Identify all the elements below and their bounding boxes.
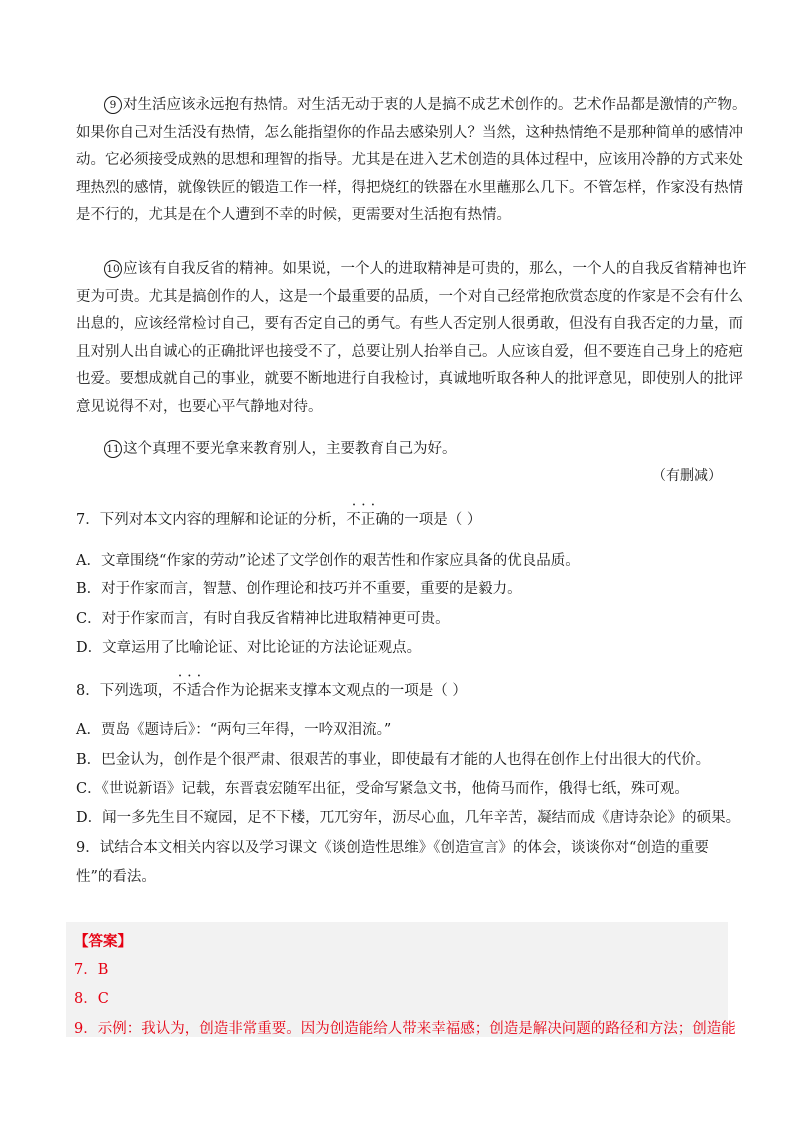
question-7-option-b: B．对于作家而言，智慧、创作理论和技巧并不重要，重要的是毅力。 bbox=[76, 581, 522, 597]
paragraph-line: 动。它必须接受成熟的思想和理智的指导。尤其是在进入艺术创造的具体过程中，应该用冷静的方式来处 bbox=[76, 152, 743, 168]
source-note: （有删减） bbox=[652, 468, 722, 484]
paragraph-line: 如果你自己对生活没有热情，怎么能指望你的作品去感染别人？当然，这种热情绝不是那种简单的感情冲 bbox=[76, 124, 743, 141]
question-8-option-b: B．巴金认为，创作是个很严肃、很艰苦的事业，即使最有才能的人也得在创作上付出很大的代价。 bbox=[76, 752, 711, 768]
emphasis-dots: • • • 不正确 bbox=[346, 512, 390, 528]
question-7-option-a: A．文章围绕“作家的劳动”论述了文学创作的艰苦性和作家应具备的优良品质。 bbox=[76, 553, 580, 569]
paragraph-line: 意见说得不对，也要心平气静地对待。 bbox=[76, 398, 323, 415]
paragraph-line: 也爱。要想成就自己的事业，就要不断地进行自我检讨，真诚地听取各种人的批评意见，即使别人的批评 bbox=[76, 371, 743, 387]
question-9-line: 性”的看法。 bbox=[76, 869, 156, 885]
answer-9: 9．示例：我认为，创造非常重要。因为创造能给人带来幸福感；创造是解决问题的路径和方法；创造能 bbox=[74, 1021, 736, 1037]
question-8-option-a: A．贾岛《题诗后》：“两句三年得，一吟双泪流。” bbox=[76, 722, 392, 738]
paragraph-number: 11 bbox=[104, 440, 122, 458]
answer-8: 8．C bbox=[74, 991, 109, 1007]
question-8-option-d: D．闻一多先生目不窥园，足不下楼，兀兀穷年，沥尽心血，几年辛苦，凝结而成《唐诗杂论》的硕果。 bbox=[76, 810, 741, 826]
paragraph-11 bbox=[76, 436, 728, 464]
question-7-option-d: D．文章运用了比喻论证、对比论证的方法论证观点。 bbox=[76, 640, 422, 656]
paragraph-line: 且对别人出自诚心的正确批评也接受不了，总要让别人抬举自己。人应该自爱，但不要连自己身上的疮疤 bbox=[76, 343, 743, 360]
paragraph-9 bbox=[76, 92, 747, 230]
paragraph-line: 10 应该有自我反省的精神。如果说，一个人的进取精神是可贵的，那么，一个人的自我反省精神也许 bbox=[76, 256, 728, 284]
paragraph-number: 9 bbox=[104, 96, 122, 114]
paragraph-line: 更为可贵。尤其是搞创作的人，这是一个最重要的品质，一个对自己经常抱欣赏态度的作家是不会有什么 bbox=[76, 288, 743, 305]
question-7-stem: 7．下列对本文内容的理解和论证的分析，• • • 不正确的一项是（ ） bbox=[76, 508, 481, 529]
answer-heading: 【答案】 bbox=[74, 933, 132, 950]
question-8-stem: 8．下列选项，• • • 不适合作为论据来支撑本文观点的一项是（ ） bbox=[76, 679, 467, 700]
paragraph-line: 理热烈的感情，就像铁匠的锻造工作一样，得把烧红的铁器在水里蘸那么几下。不管怎样，作家没有热情 bbox=[76, 179, 743, 196]
question-7-option-c: C．对于作家而言，有时自我反省精神比进取精神更可贵。 bbox=[76, 611, 450, 627]
paragraph-10 bbox=[76, 256, 747, 421]
paragraph-number: 10 bbox=[104, 260, 122, 278]
paragraph-line: 9 对生活应该永远抱有热情。对生活无动于衷的人是搞不成艺术创作的。艺术作品都是激情的产物。 bbox=[76, 92, 728, 120]
paragraph-line: 11 这个真理不要光拿来教育别人，主要教育自己为好。 bbox=[76, 436, 728, 464]
question-8-option-c: C．《世说新语》记载，东晋袁宏随军出征，受命写紧急文书，他倚马而作，俄得七纸，殊可观。 bbox=[76, 781, 689, 797]
question-9-line: 9．试结合本文相关内容以及学习课文《谈创造性思维》《创造宣言》的体会，谈谈你对“创造的重要 bbox=[76, 840, 709, 856]
paragraph-line: 出息的，应该经常检讨自己，要有否定自己的勇气。有些人否定别人很勇敢，但没有自我否定的力量，而 bbox=[76, 316, 743, 332]
emphasis-dots: • • • 不适合 bbox=[172, 683, 216, 699]
answer-7: 7．B bbox=[74, 962, 109, 978]
paragraph-line: 是不行的，尤其是在个人遭到不幸的时候，更需要对生活抱有热情。 bbox=[76, 207, 511, 223]
